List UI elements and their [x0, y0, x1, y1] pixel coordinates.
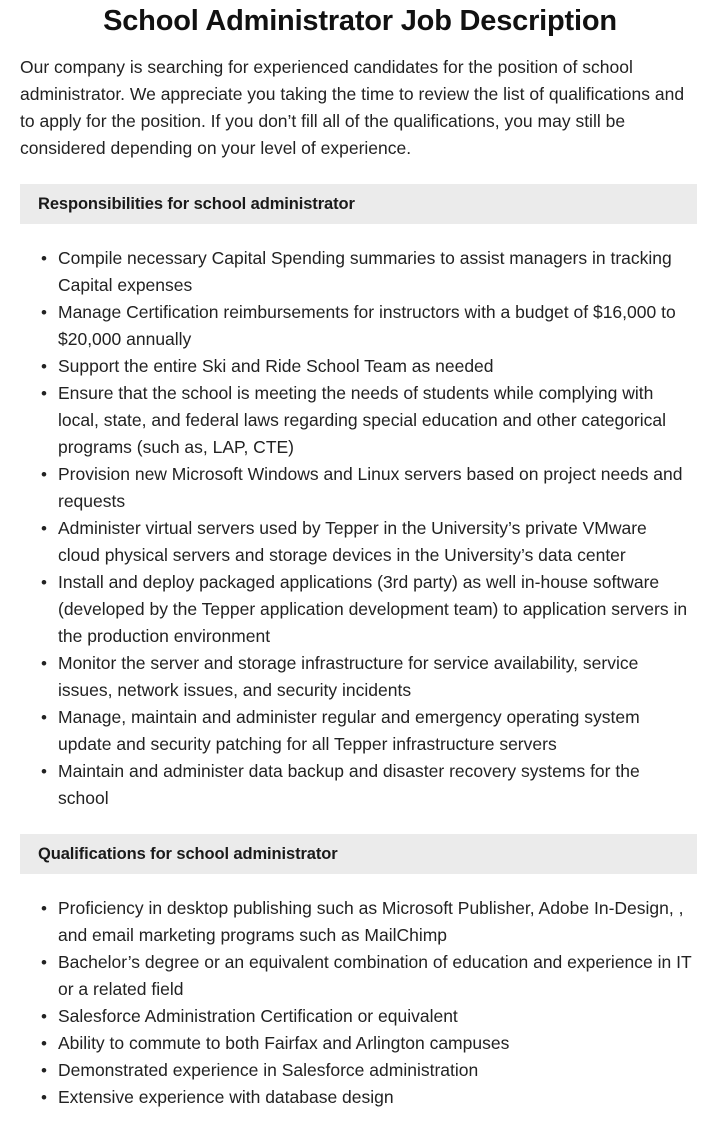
- spacer: [0, 224, 720, 245]
- list-item: • Ensure that the school is meeting the needs of students while complying with local, state, and federal laws regarding special education and other categorical programs (such as, LAP, CTE): [0, 380, 720, 461]
- list-item: • Manage, maintain and administer regular and emergency operating system update and security patching for all Tepper infrastructure servers: [0, 704, 720, 758]
- list-item: • Manage Certification reimbursements for instructors with a budget of $16,000 to $20,000 annually: [0, 299, 720, 353]
- section-header-responsibilities: [20, 184, 697, 224]
- list-item: • Maintain and administer data backup and disaster recovery systems for the school: [0, 758, 720, 812]
- section-header-qualifications: [20, 834, 697, 874]
- section-qualifications: [0, 834, 720, 1111]
- list-item: • Bachelor’s degree or an equivalent combination of education and experience in IT or a related field: [0, 949, 720, 1003]
- list-item: • Install and deploy packaged applications (3rd party) as well in-house software (developed by the Tepper application development team) to application servers in the production environment: [0, 569, 720, 650]
- list-item: • Compile necessary Capital Spending summaries to assist managers in tracking Capital expenses: [0, 245, 720, 299]
- qualifications-list: [0, 895, 720, 1111]
- list-item: • Provision new Microsoft Windows and Linux servers based on project needs and requests: [0, 461, 720, 515]
- list-item: • Proficiency in desktop publishing such as Microsoft Publisher, Adobe In-Design, , and email marketing programs such as MailChimp: [0, 895, 720, 949]
- list-item: • Monitor the server and storage infrastructure for service availability, service issues, network issues, and security incidents: [0, 650, 720, 704]
- list-item: • Ability to commute to both Fairfax and Arlington campuses: [0, 1030, 720, 1057]
- list-item: • Demonstrated experience in Salesforce administration: [0, 1057, 720, 1084]
- section-header-label: Responsibilities for school administrator: [38, 194, 355, 213]
- spacer: [0, 874, 720, 895]
- intro-paragraph: Our company is searching for experienced candidates for the position of school administrator. We appreciate you taking the time to review the list of qualifications and to apply for the position. If you don’t fill all of the qualifications, you may still be considered depending on your level of experience.: [20, 57, 685, 158]
- list-item: • Support the entire Ski and Ride School Team as needed: [0, 353, 720, 380]
- list-item: • Extensive experience with database design: [0, 1084, 720, 1111]
- list-item: • Administer virtual servers used by Tepper in the University’s private VMware cloud physical servers and storage devices in the University’s data center: [0, 515, 720, 569]
- page-title: School Administrator Job Description: [103, 5, 617, 37]
- list-item: • Salesforce Administration Certification or equivalent: [0, 1003, 720, 1030]
- responsibilities-list: [0, 245, 720, 812]
- section-responsibilities: [0, 184, 720, 812]
- section-header-label: Qualifications for school administrator: [38, 844, 338, 863]
